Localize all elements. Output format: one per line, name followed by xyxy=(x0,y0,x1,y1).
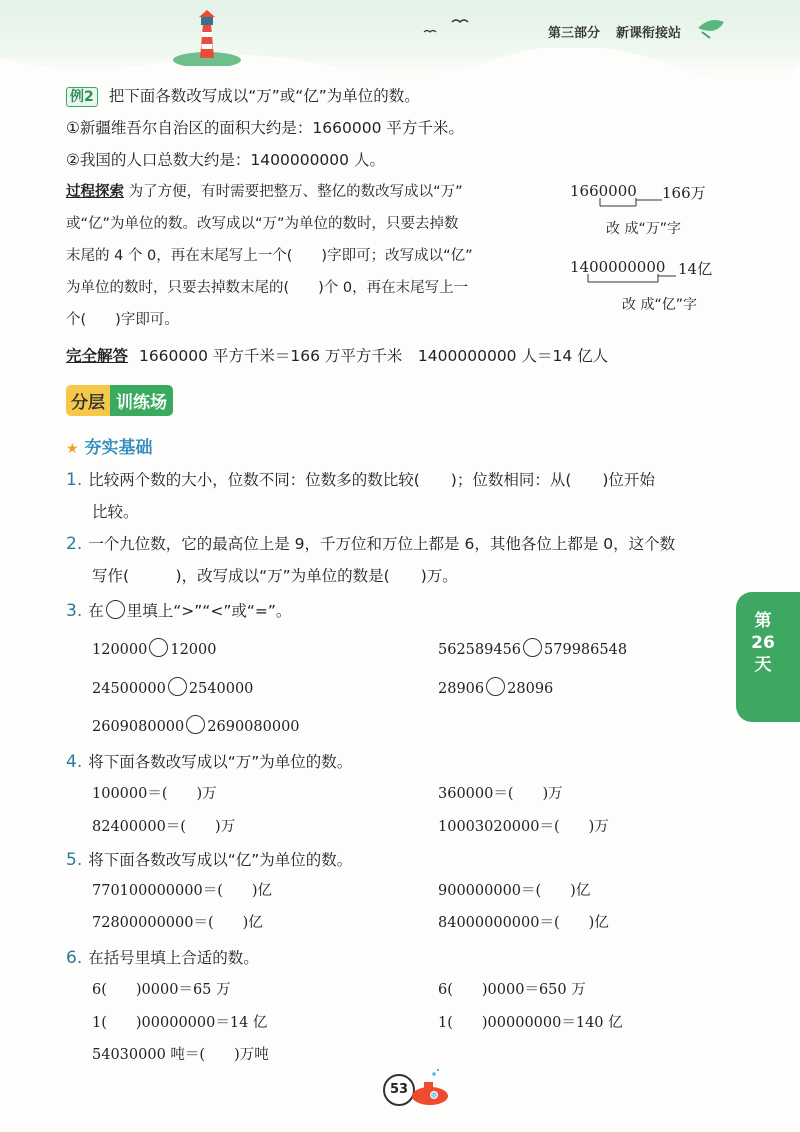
answer-label: 完全解答 xyxy=(66,347,129,365)
section-badge-a: 分层 xyxy=(66,385,110,416)
seagull-icon xyxy=(422,14,472,36)
q5-item-4: 84000000000＝( )亿 xyxy=(438,915,609,931)
lighthouse-icon xyxy=(172,10,242,66)
explore-text-1: 为了方便，有时需要把整万、整亿的数改写成以“万” xyxy=(128,184,463,200)
q3-pair-1 xyxy=(92,638,217,660)
q4-title xyxy=(66,752,352,772)
q6-item-5: 54030000 吨＝( )万吨 xyxy=(92,1047,269,1063)
q2-line-2: 写作( )，改写成以“万”为单位的数是( )万。 xyxy=(92,567,458,585)
explore-line-2: 或“亿”为单位的数。改写成以“万”为单位的数时，只要去掉数 xyxy=(66,216,459,232)
section-subtitle-row xyxy=(66,433,152,458)
star-icon: ★ xyxy=(66,441,79,457)
compare-circle[interactable] xyxy=(486,677,505,696)
q1-number: 1. xyxy=(66,470,83,490)
diagram-num-1: 1660000 xyxy=(570,182,637,200)
page-number: 53 xyxy=(383,1074,415,1106)
compare-circle[interactable] xyxy=(186,715,205,734)
explore-line-3: 末尾的 4 个 0，再在末尾写上一个( )字即可；改写成以“亿” xyxy=(66,248,473,264)
q1-line-2: 比较。 xyxy=(92,503,139,521)
q3-pair-5 xyxy=(92,715,300,737)
diagram-num-2: 1400000000 xyxy=(570,258,666,276)
diagram-result-2: 14亿 xyxy=(678,260,713,278)
explore-line-1 xyxy=(66,182,463,202)
day-side-tab-label: 第26天 xyxy=(751,611,775,675)
q3-pair-5-a: 2609080000 xyxy=(92,719,185,735)
q2-text-1: 一个九位数，它的最高位上是 9，千万位和万位上都是 6，其他各位上都是 0，这个数 xyxy=(88,535,676,553)
diagram-bracket-2 xyxy=(570,274,720,294)
q2-number: 2. xyxy=(66,534,83,554)
q4-item-2: 360000＝( )万 xyxy=(438,786,563,802)
header-series: 新课衔接站 xyxy=(616,26,682,41)
q3-number: 3. xyxy=(66,601,83,621)
example-item-2: ②我国的人口总数大约是：1400000000 人。 xyxy=(66,151,385,169)
q5-item-3: 72800000000＝( )亿 xyxy=(92,915,263,931)
q3-title-a: 在 xyxy=(88,602,104,620)
q5-title-text: 将下面各数改写成以“亿”为单位的数。 xyxy=(88,851,353,869)
q3-pair-2-b: 579986548 xyxy=(544,642,628,658)
q6-item-4: 1( )00000000＝140 亿 xyxy=(438,1015,623,1031)
q6-item-1: 6( )0000＝65 万 xyxy=(92,982,231,998)
diagram-caption-2: 改 成“亿”字 xyxy=(622,297,697,313)
submarine-icon xyxy=(404,1068,450,1108)
q1-line-1 xyxy=(66,470,655,490)
q4-item-3: 82400000＝( )万 xyxy=(92,819,236,835)
example-item-1: ①新疆维吾尔自治区的面积大约是：1660000 平方千米。 xyxy=(66,119,464,137)
q3-title xyxy=(66,600,291,621)
q3-pair-3 xyxy=(92,677,253,699)
q3-pair-1-a: 120000 xyxy=(92,642,148,658)
compare-circle[interactable] xyxy=(523,638,542,657)
answer-text: 1660000 平方千米＝166 万平方千米 1400000000 人＝14 亿人 xyxy=(138,347,609,365)
diagram-caption-1: 改 成“万”字 xyxy=(606,221,681,237)
explore-label: 过程探索 xyxy=(66,184,124,200)
compare-circle[interactable] xyxy=(149,638,168,657)
q6-title-text: 在括号里填上合适的数。 xyxy=(88,949,259,967)
circle-blank-icon xyxy=(106,600,125,619)
q6-item-3: 1( )00000000＝14 亿 xyxy=(92,1015,268,1031)
q2-line-1 xyxy=(66,534,675,554)
q3-pair-3-b: 2540000 xyxy=(188,681,254,697)
q3-pair-4 xyxy=(438,677,553,699)
header-leaf-icon xyxy=(694,12,728,42)
answer-row xyxy=(66,346,608,366)
q6-item-2: 6( )0000＝650 万 xyxy=(438,982,586,998)
q5-item-2: 900000000＝( )亿 xyxy=(438,883,591,899)
diagram-bracket-1 xyxy=(570,198,720,218)
explore-line-4: 为单位的数时，只要去掉数末尾的( )个 0，再在末尾写上一 xyxy=(66,280,469,296)
example-tag: 例2 xyxy=(66,87,98,107)
q3-pair-1-b: 12000 xyxy=(170,642,217,658)
example-title-row xyxy=(66,86,420,107)
q3-pair-4-b: 28096 xyxy=(507,681,554,697)
q3-pair-3-a: 24500000 xyxy=(92,681,166,697)
q4-title-text: 将下面各数改写成以“万”为单位的数。 xyxy=(88,753,353,771)
q3-title-b: 里填上“>”“<”或“=”。 xyxy=(126,602,292,620)
section-subtitle: 夯实基础 xyxy=(84,438,153,458)
q5-number: 5. xyxy=(66,850,83,870)
compare-circle[interactable] xyxy=(168,677,187,696)
header-section: 第三部分 xyxy=(548,26,601,41)
q6-title xyxy=(66,948,259,968)
section-badge-b: 训练场 xyxy=(110,385,173,416)
q3-pair-4-a: 28906 xyxy=(438,681,485,697)
q6-number: 6. xyxy=(66,948,83,968)
q3-pair-2 xyxy=(438,638,627,660)
q3-pair-5-b: 2690080000 xyxy=(207,719,300,735)
q5-title xyxy=(66,850,352,870)
q5-item-1: 770100000000＝( )亿 xyxy=(92,883,273,899)
q4-item-4: 10003020000＝( )万 xyxy=(438,819,609,835)
q4-item-1: 100000＝( )万 xyxy=(92,786,217,802)
q4-number: 4. xyxy=(66,752,83,772)
q3-pair-2-a: 562589456 xyxy=(438,642,522,658)
header-wave-decoration xyxy=(0,48,800,88)
explore-line-5: 个( )字即可。 xyxy=(66,312,179,328)
diagram-result-1: 166万 xyxy=(662,184,706,202)
example-title: 把下面各数改写成以“万”或“亿”为单位的数。 xyxy=(108,87,420,105)
section-badge xyxy=(66,385,173,415)
q1-text-1: 比较两个数的大小，位数不同：位数多的数比较( )；位数相同：从( )位开始 xyxy=(88,471,655,489)
